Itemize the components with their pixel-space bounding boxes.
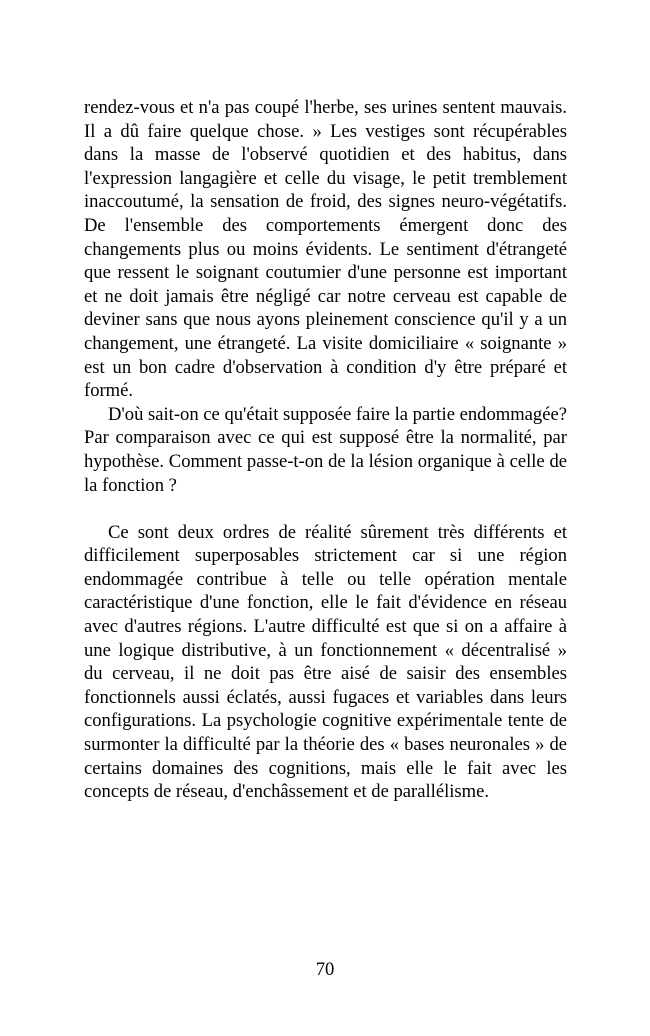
paragraph-spacer xyxy=(84,497,567,521)
page-number: 70 xyxy=(315,959,335,980)
paragraph-continued: rendez-vous et n'a pas coupé l'herbe, ses urines sentent mauvais. Il a dû faire quelque chose. » Les vestiges sont récupérables dans la masse de l'observé quotidien et des habitus, dans l'expression langagière et celle du visage, le petit tremblement inaccoutumé, la sensation de froid, des signes neuro-végétatifs. De l'ensemble des comportements émergent donc des changements plus ou moins évidents. Le sentiment d'étrangeté que ressent le soignant coutumier d'une personne est important et ne doit jamais être négligé car notre cerveau est capable de deviner sans que nous ayons pleinement conscience qu'il y a un changement, une étrangeté. La visite domiciliaire « soignante » est un bon cadre d'observation à condition d'y être préparé et formé. xyxy=(84,97,567,402)
page-body xyxy=(84,96,567,804)
paragraph-reality: Ce sont deux ordres de réalité sûrement très différents et difficilement superposables strictement car si une région endommagée contribue à telle ou telle opération mentale caractéristique d'une fonction, elle le fait d'évidence en réseau avec d'autres régions. L'autre difficulté est que si on a affaire à une logique distributive, à un fonctionnement « décentralisé » du cerveau, il ne doit pas être aisé de saisir des ensembles fonctionnels aussi éclatés, aussi fugaces et variables dans leurs configurations. La psychologie cognitive expérimentale tente de surmonter la difficulté par la théorie des « bases neuronales » de certains domaines des cognitions, mais elle le fait avec les concepts de réseau, d'enchâssement et de parallélisme. xyxy=(84,521,567,803)
paragraph-question: D'où sait-on ce qu'était supposée faire la partie endommagée? Par comparaison avec ce qui est supposé être la normalité, par hypothèse. Comment passe-t-on de la lésion organique à celle de la fonction ? xyxy=(84,403,567,496)
